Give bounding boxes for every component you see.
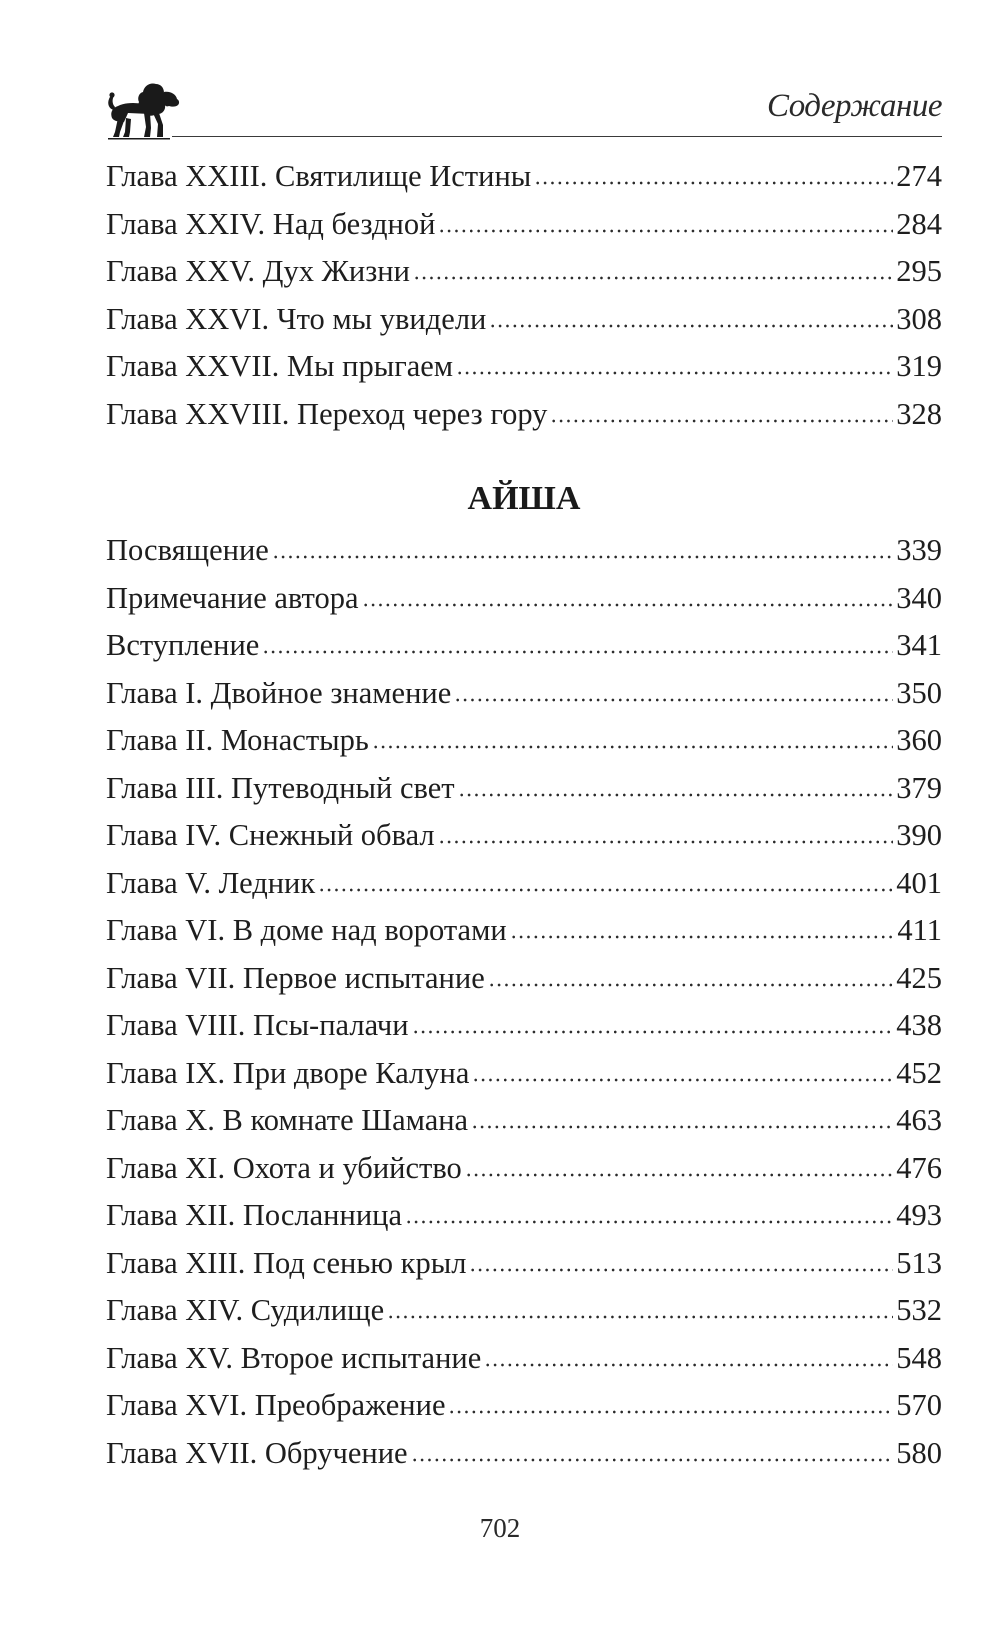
toc-entry xyxy=(106,343,942,391)
toc-entry xyxy=(106,1192,942,1240)
toc-entry xyxy=(106,575,942,623)
toc-entry xyxy=(106,1430,942,1478)
toc-entry-page: 513 xyxy=(896,1245,942,1280)
toc-entry xyxy=(106,1335,942,1383)
toc-entry-page: 493 xyxy=(896,1198,942,1232)
toc-entry-title: Глава XI. Охота и убийство xyxy=(106,1150,462,1185)
toc-leader-dots xyxy=(272,555,893,559)
toc-entry-title: Глава V. Ледник xyxy=(106,865,316,900)
toc-leader-dots xyxy=(465,1173,893,1177)
toc-entry-page: 548 xyxy=(896,1340,942,1375)
toc-entry-page: 360 xyxy=(896,723,942,757)
toc-entry-page: 328 xyxy=(896,396,942,431)
toc-entry xyxy=(106,812,942,860)
toc-entry-title: Глава VII. Первое испытание xyxy=(106,960,485,995)
toc-list-bottom xyxy=(106,527,942,1477)
toc-entry-title: Глава X. В комнате Шамана xyxy=(106,1103,469,1137)
toc-entry xyxy=(106,670,942,718)
part-title: АЙША xyxy=(467,480,581,517)
toc-leader-dots xyxy=(412,1030,894,1034)
toc-leader-dots xyxy=(550,419,893,423)
toc-leader-dots xyxy=(318,888,893,892)
toc-entry-page: 379 xyxy=(896,770,942,805)
toc-entry xyxy=(106,527,942,575)
toc-entry-page: 438 xyxy=(896,1008,942,1042)
header-rule xyxy=(172,136,942,137)
toc-leader-dots xyxy=(534,181,893,185)
toc-entry xyxy=(106,1382,942,1430)
toc-entry-title: Глава XXVIII. Переход через гору xyxy=(106,396,548,431)
toc-entry xyxy=(106,1287,942,1335)
page-number: 702 xyxy=(479,1513,521,1543)
toc-entry xyxy=(106,765,942,813)
toc-entry-title: Глава VI. В доме над воротами xyxy=(106,913,507,947)
toc-entry-title: Глава XXV. Дух Жизни xyxy=(106,254,410,288)
toc-entry-page: 570 xyxy=(896,1388,942,1422)
toc-entry-page: 274 xyxy=(896,159,942,193)
toc-entry xyxy=(106,1145,942,1193)
toc-leader-dots xyxy=(438,229,893,233)
toc-entry xyxy=(106,717,942,765)
toc-entry-title: Глава XXVI. Что мы увидели xyxy=(106,301,487,336)
toc-leader-dots xyxy=(372,745,893,749)
toc-entry-title: Глава III. Путеводный свет xyxy=(106,770,455,805)
toc-leader-dots xyxy=(411,1458,894,1462)
lion-icon xyxy=(106,80,188,142)
toc-entry-title: Глава XVI. Преображение xyxy=(106,1388,446,1422)
toc-leader-dots xyxy=(484,1363,893,1367)
toc-list-top xyxy=(106,153,942,438)
toc-entry xyxy=(106,1002,942,1050)
toc-entry-page: 295 xyxy=(896,254,942,288)
toc-entry-page: 425 xyxy=(896,960,942,995)
toc-entry-page: 339 xyxy=(896,533,942,567)
toc-entry-title: Глава XIII. Под сенью крыл xyxy=(106,1245,467,1280)
toc-entry-page: 308 xyxy=(896,301,942,336)
toc-leader-dots xyxy=(387,1315,893,1319)
toc-entry-page: 319 xyxy=(896,349,942,383)
toc-entry xyxy=(106,201,942,249)
toc-entry-page: 390 xyxy=(896,818,942,852)
toc-entry-page: 452 xyxy=(896,1055,942,1090)
toc-entry-title: Глава VIII. Псы-палачи xyxy=(106,1008,409,1042)
toc-leader-dots xyxy=(489,324,893,328)
toc-entry-title: Глава IV. Снежный обвал xyxy=(106,818,435,852)
toc-leader-dots xyxy=(469,1268,893,1272)
running-header xyxy=(106,80,942,142)
toc-leader-dots xyxy=(488,983,894,987)
toc-leader-dots xyxy=(362,603,894,607)
toc-entry-title: Глава XIV. Судилище xyxy=(106,1293,385,1327)
toc-entry-title: Глава XXIII. Святилище Истины xyxy=(106,159,532,193)
toc-entry-title: Глава II. Монастырь xyxy=(106,723,369,757)
toc-entry-page: 476 xyxy=(896,1150,942,1185)
toc-leader-dots xyxy=(454,698,893,702)
toc-entry-page: 341 xyxy=(896,628,942,662)
toc-entry xyxy=(106,860,942,908)
toc-entry-page: 284 xyxy=(896,206,942,241)
toc-leader-dots xyxy=(456,371,893,375)
toc-entry-page: 401 xyxy=(896,865,942,900)
toc-entry-page: 411 xyxy=(897,913,942,947)
toc-entry-page: 532 xyxy=(896,1293,942,1327)
toc-entry-page: 340 xyxy=(896,580,942,615)
toc-entry xyxy=(106,248,942,296)
toc-entry xyxy=(106,1097,942,1145)
toc-entry-title: Глава IX. При дворе Калуна xyxy=(106,1055,470,1090)
toc-leader-dots xyxy=(510,935,895,939)
toc-leader-dots xyxy=(438,840,894,844)
toc-entry xyxy=(106,1240,942,1288)
toc-entry xyxy=(106,907,942,955)
toc-entry xyxy=(106,955,942,1003)
toc-leader-dots xyxy=(262,650,893,654)
toc-leader-dots xyxy=(413,276,893,280)
toc-leader-dots xyxy=(448,1410,893,1414)
toc-entry-page: 463 xyxy=(896,1103,942,1137)
toc-entry-title: Глава XII. Посланница xyxy=(106,1198,403,1232)
toc-entry-title: Глава I. Двойное знамение xyxy=(106,675,452,710)
toc-entry-title: Глава XVII. Обручение xyxy=(106,1435,408,1470)
toc-entry-title: Примечание автора xyxy=(106,580,359,615)
toc-entry-title: Посвящение xyxy=(106,533,269,567)
toc-leader-dots xyxy=(472,1078,893,1082)
toc-entry-page: 350 xyxy=(896,675,942,710)
toc-leader-dots xyxy=(471,1125,893,1129)
toc-leader-dots xyxy=(405,1220,893,1224)
running-header-title: Содержание xyxy=(766,88,942,124)
toc-entry-title: Глава XXIV. Над бездной xyxy=(106,206,436,241)
toc-entry-title: Вступление xyxy=(106,628,260,662)
toc-entry xyxy=(106,391,942,439)
toc-entry-page: 580 xyxy=(896,1435,942,1470)
toc-entry-title: Глава XV. Второе испытание xyxy=(106,1340,482,1375)
toc-entry xyxy=(106,296,942,344)
toc-entry-title: Глава XXVII. Мы прыгаем xyxy=(106,349,454,383)
toc-leader-dots xyxy=(458,793,894,797)
toc-entry xyxy=(106,622,942,670)
toc-entry xyxy=(106,153,942,201)
toc-entry xyxy=(106,1050,942,1098)
